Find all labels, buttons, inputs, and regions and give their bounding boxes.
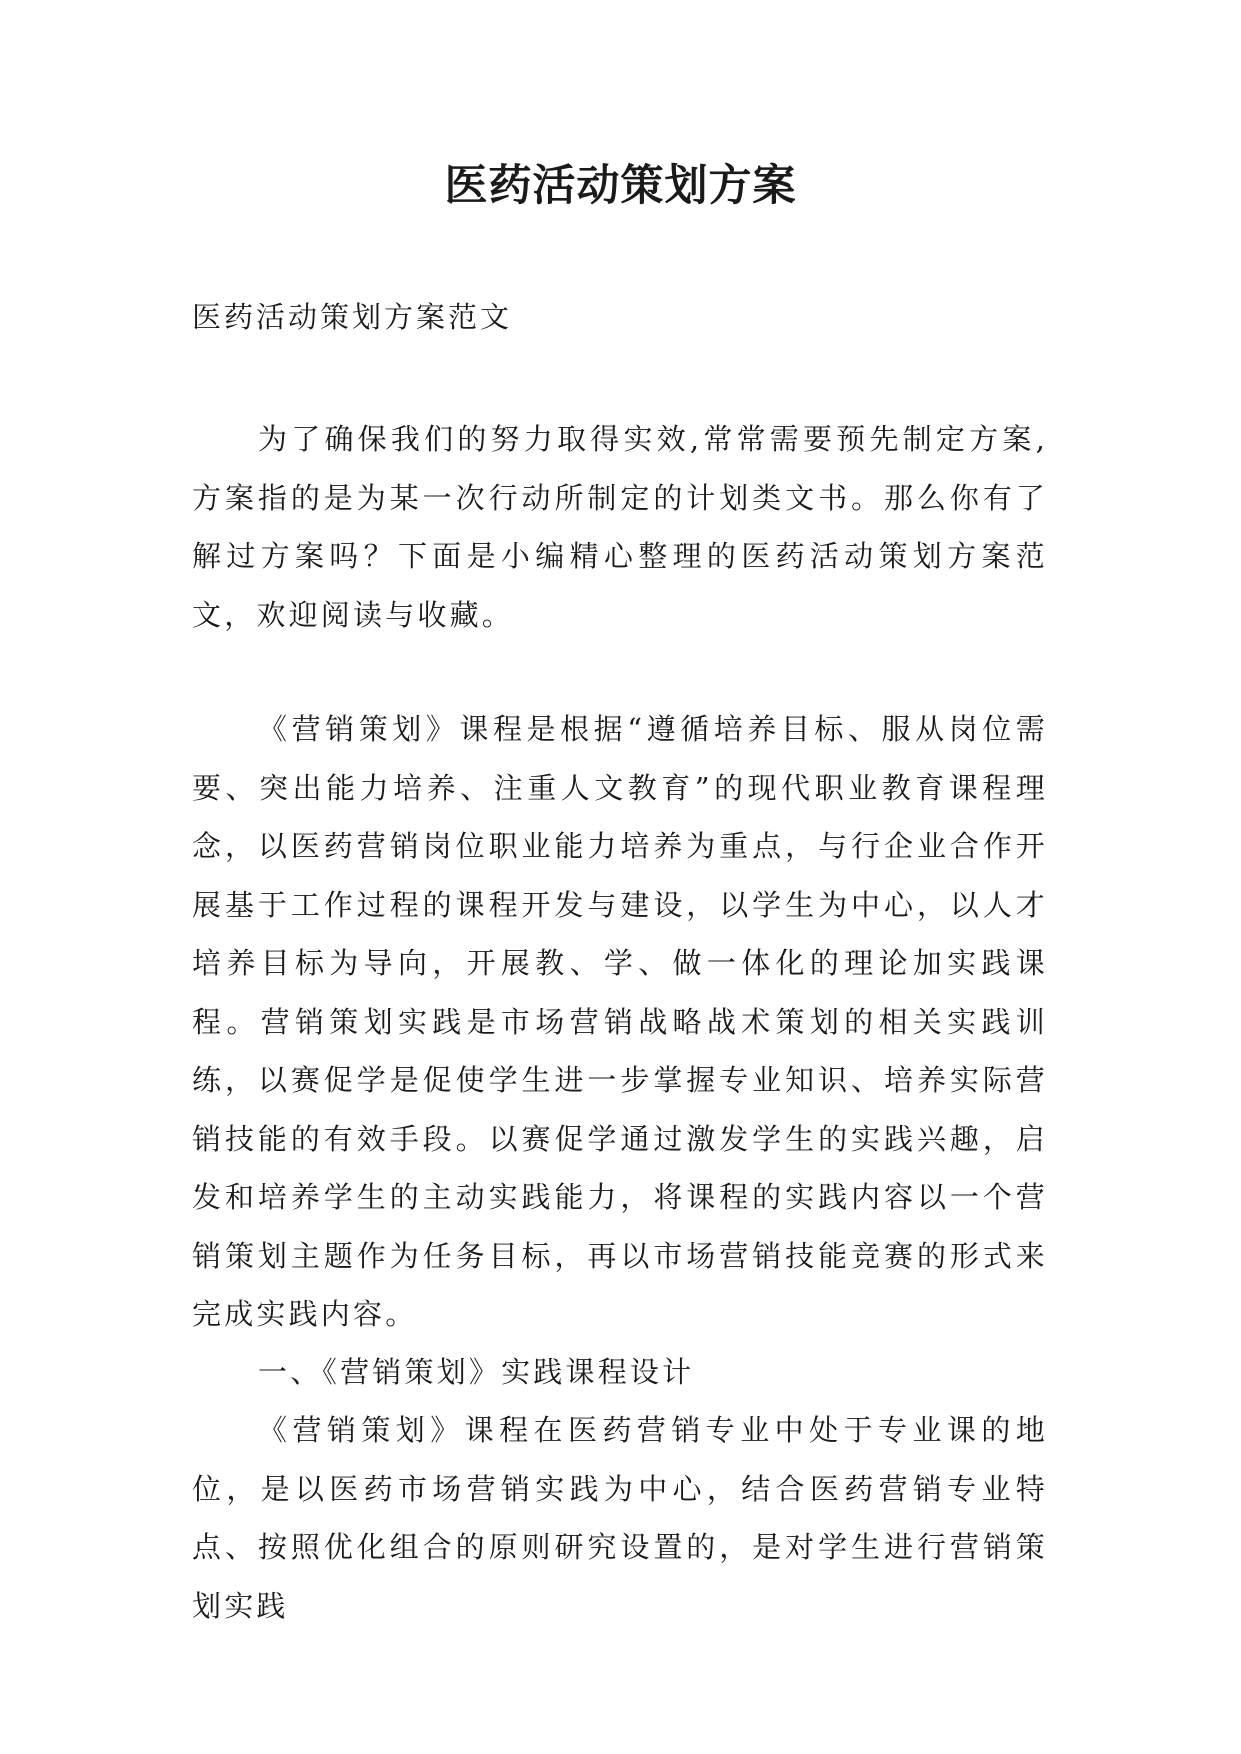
- course-overview-paragraph: 《营销策划》课程是根据“遵循培养目标、服从岗位需要、突出能力培养、注重人文教育”的现代职业教育课程理念，以医药营销岗位职业能力培养为重点，与行企业合作开展基于工作过程的课程开发与建设，以学生为中心，以人才培养目标为导向，开展教、学、做一体化的理论加实践课程。营销策划实践是市场营销战略战术策划的相关实践训练，以赛促学是促使学生进一步掌握专业知识、培养实际营销技能的有效手段。以赛促学通过激发学生的实践兴趣，启发和培养学生的主动实践能力，将课程的实践内容以一个营销策划主题作为任务目标，再以市场营销技能竞赛的形式来完成实践内容。: [192, 712, 1048, 1331]
- intro-paragraph: 为了确保我们的努力取得实效,常常需要预先制定方案,方案指的是为某一次行动所制定的计划类文书。那么你有了解过方案吗？下面是小编精心整理的医药活动策划方案范文，欢迎阅读与收藏。: [192, 422, 1048, 632]
- section-heading: 一、《营销策划》实践课程设计: [258, 1355, 695, 1389]
- document-subtitle: 医药活动策划方案范文: [192, 300, 513, 334]
- course-design-paragraph: 《营销策划》课程在医药营销专业中处于专业课的地位，是以医药市场营销实践为中心，结合医药营销专业特点、按照优化组合的原则研究设置的，是对学生进行营销策划实践: [192, 1413, 1048, 1623]
- document-title: 医药活动策划方案: [444, 161, 797, 211]
